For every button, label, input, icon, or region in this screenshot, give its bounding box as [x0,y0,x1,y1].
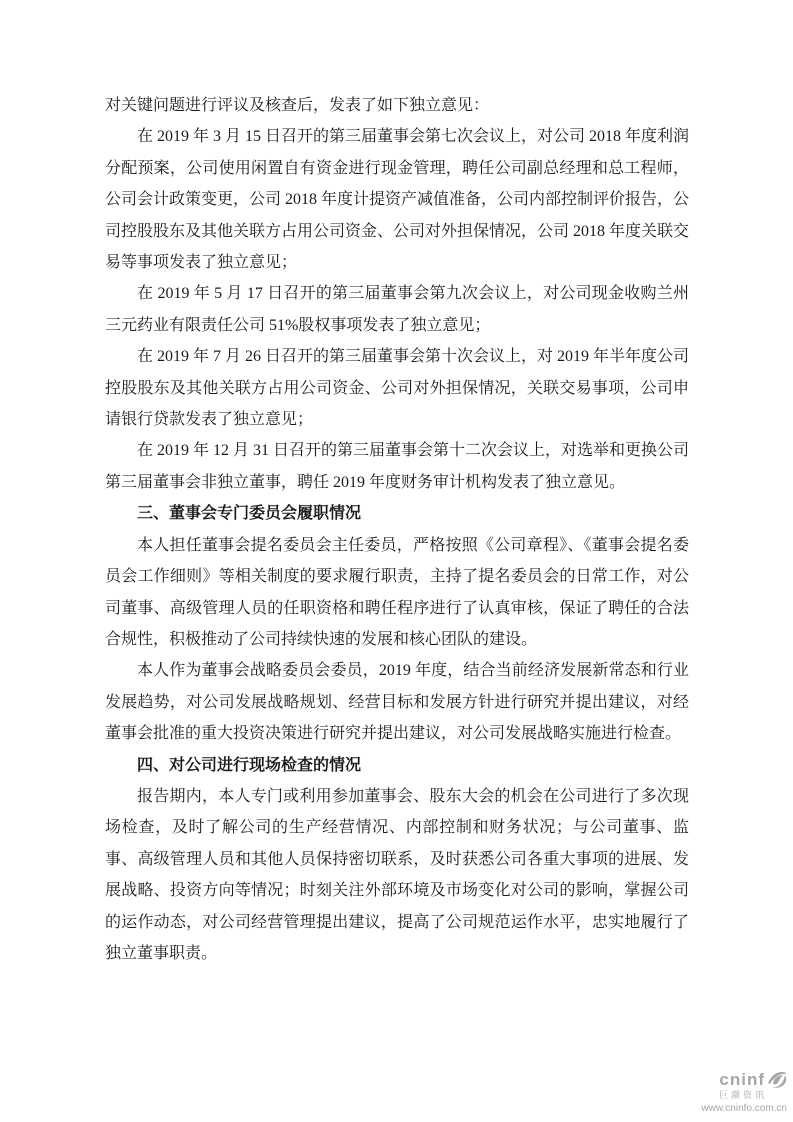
paragraph: 报告期内，本人专门或利用参加董事会、股东大会的机会在公司进行了多次现场检查，及时了解公司的生产经营情况、内部控制和财务状况；与公司董事、监事、高级管理人员和其他人员保持密切联系，及时获悉公司各重大事项的进展、发展战略、投资方向等情况；时刻关注外部环境及市场变化对公司的影响，掌握公司的运作动态，对公司经营管理提出建议，提高了公司规范运作水平，忠实地履行了独立董事职责。 [105,787,689,962]
section-heading: 三、董事会专门委员会履职情况 [137,505,362,523]
paragraph: 在 2019 年 12 月 31 日召开的第三届董事会第十二次会议上，对选举和更换公司第三届董事会非独立董事，聘任 2019 年度财务审计机构发表了独立意见。 [105,442,690,491]
paragraph: 在 2019 年 5 月 17 日召开的第三届董事会第九次会议上，对公司现金收购兰州三元药业有限责任公司 51%股权事项发表了独立意见； [105,285,689,334]
paragraph: 本人作为董事会战略委员会委员，2019 年度，结合当前经济发展新常态和行业发展趋势，对公司发展战略规划、经营目标和发展方针进行研究并提出建议，对经董事会批准的重大投资决策进行研究并提出建议，对公司发展战略实施进行检查。 [105,662,689,743]
paragraph: 本人担任董事会提名委员会主任委员，严格按照《公司章程》、《董事会提名委员会工作细则》等相关制度的要求履行职责，主持了提名委员会的日常工作，对公司董事、高级管理人员的任职资格和聘任程序进行了认真审核，保证了聘任的合法合规性，积极推动了公司持续快速的发展和核心团队的建设。 [105,536,689,648]
logo-chinese-name: 巨潮资讯 [718,1090,767,1101]
paragraph: 在 2019 年 3 月 15 日召开的第三届董事会第七次会议上，对公司 2018 年度利润分配预案，公司使用闲置自有资金进行现金管理，聘任公司副总经理和总工程师，公司会计政策变更，公司 2018 年度计提资产减值准备，公司内部控制评价报告，公司控股股东及其他关联方占用公司资金、公司对外担保情况，公司 2018 年度关联交易等事项发表了独立意见； [105,128,690,272]
document-body [105,90,689,969]
paragraph: 对关键问题进行评议及核查后，发表了如下独立意见： [105,97,490,114]
cninfo-logo [701,1071,787,1114]
paragraph: 在 2019 年 7 月 26 日召开的第三届董事会第十次会议上，对 2019 年半年度公司控股股东及其他关联方占用公司资金、公司对外担保情况，关联交易事项，公司申请银行贷款发表了独立意见； [105,348,690,429]
logo-website: www.cninfo.com.cn [701,1103,787,1114]
section-heading: 四、对公司进行现场检查的情况 [137,756,362,774]
logo-brand-text: cninf [719,1070,765,1090]
cninfo-swoosh-icon [767,1071,787,1089]
